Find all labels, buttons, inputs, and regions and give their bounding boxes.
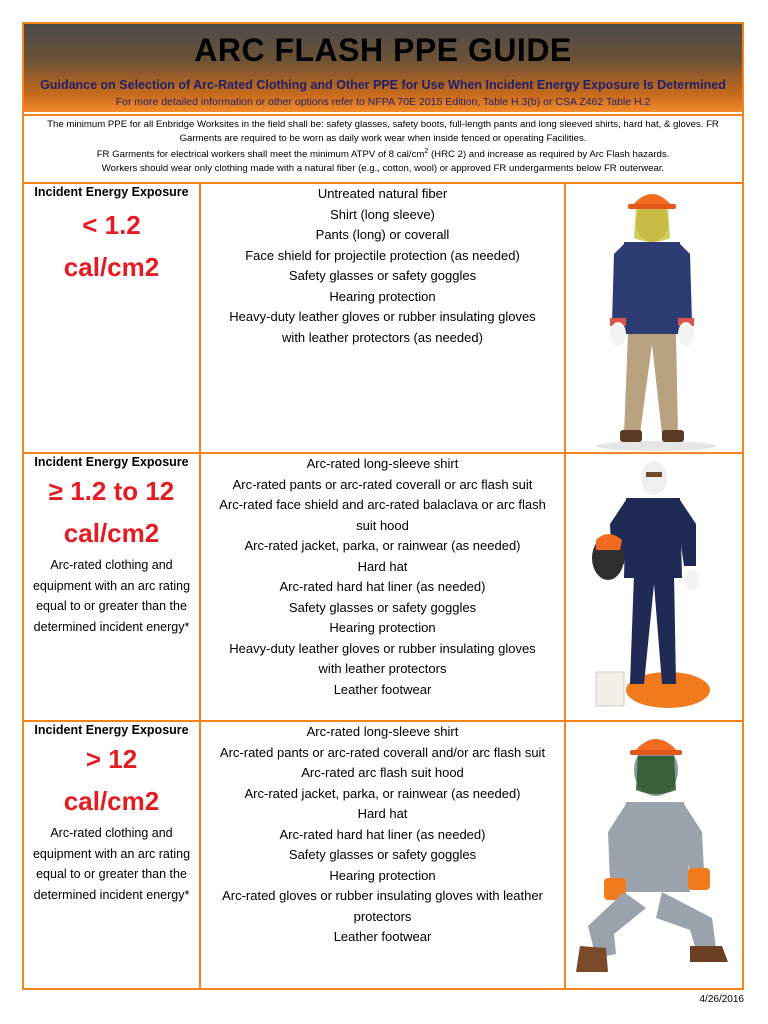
energy-value: ≥ 1.2 to 12: [48, 476, 175, 506]
ppe-item: Arc-rated jacket, parka, or rainwear (as needed): [244, 538, 521, 553]
ppe-item: Heavy-duty leather gloves or rubber insulating gloves: [229, 640, 536, 656]
intro-line-1: The minimum PPE for all Enbridge Worksites in the field shall be: safety glasses, safety boots, full-length pants and long sleeved shirts, hard hat, & gloves. FR Garments are required to be worn as daily work wear when inside fenced or operating Facilities.: [47, 119, 719, 144]
ppe-item: Face shield for projectile protection (as needed): [245, 247, 520, 263]
ppe-item: Arc-rated hard hat liner (as needed): [279, 579, 486, 594]
energy-unit: cal/cm2: [63, 518, 160, 548]
reference-note: For more detailed information or other options refer to NFPA 70E 2015 Edition, Table H.3(b) or CSA Z462 Table H.2: [115, 96, 651, 108]
worker-illustration: [566, 722, 742, 990]
ppe-row-3: [24, 720, 742, 990]
ppe-item: Arc-rated face shield and arc-rated balaclava or arc flash: [219, 497, 546, 512]
ppe-item: Arc-rated arc flash suit hood: [301, 765, 464, 780]
ppe-guide-frame: [22, 22, 744, 990]
energy-description: Arc-rated clothing and equipment with an arc rating equal to or greater than the determined incident energy*: [32, 558, 191, 634]
ppe-item: Arc-rated pants or arc-rated coverall and/or arc flash suit: [219, 744, 546, 760]
ppe-item: Pants (long) or coverall: [315, 227, 450, 242]
energy-value: > 12: [85, 744, 138, 774]
ppe-list: [201, 722, 566, 990]
ppe-item: with leather protectors (as needed): [282, 329, 483, 345]
energy-label: Incident Energy Exposure: [34, 185, 189, 199]
intro-line-2-sup: 2: [424, 148, 429, 155]
energy-label: Incident Energy Exposure: [34, 723, 189, 737]
energy-unit: cal/cm2: [63, 786, 160, 816]
intro-line-2b: (HRC 2) and increase as required by Arc Flash hazards.: [428, 149, 670, 161]
ppe-item: with leather protectors: [318, 661, 447, 676]
intro-text: [24, 114, 742, 182]
ppe-list: [201, 184, 566, 452]
header-banner: [24, 24, 742, 112]
energy-unit: cal/cm2: [63, 252, 160, 282]
intro-line-2a: FR Garments for electrical workers shall meet the minimum ATPV of 8 cal/cm: [96, 149, 425, 161]
intro-line-3: Workers should wear only clothing made with a natural fiber (e.g., cotton, wool) or approved FR undergarments below FR outerwear.: [101, 162, 665, 174]
worker-photo-3: [566, 722, 742, 990]
ppe-item: Heavy-duty leather gloves or rubber insulating gloves: [229, 309, 536, 324]
ppe-item: Safety glasses or safety goggles: [288, 599, 477, 615]
ppe-item: Arc-rated long-sleeve shirt: [306, 724, 459, 739]
ppe-item: Hearing protection: [329, 620, 436, 635]
ppe-item: Arc-rated long-sleeve shirt: [306, 456, 459, 471]
energy-value: < 1.2: [82, 210, 141, 240]
ppe-row-1: [24, 182, 742, 452]
ppe-item: protectors: [353, 908, 412, 924]
footer-date: 4/26/2016: [699, 994, 744, 1005]
ppe-item: Arc-rated pants or arc-rated coverall or arc flash suit: [232, 476, 533, 492]
ppe-item: Safety glasses or safety goggles: [288, 268, 477, 283]
ppe-item: Safety glasses or safety goggles: [288, 847, 477, 862]
ppe-item: Hard hat: [357, 806, 408, 821]
ppe-item: Arc-rated gloves or rubber insulating gloves with leather: [222, 888, 543, 903]
worker-illustration: [566, 454, 742, 720]
worker-photo-1: [566, 184, 742, 452]
ppe-item: Hard hat: [357, 558, 408, 574]
energy-cell: [24, 184, 201, 452]
ppe-item: Shirt (long sleeve): [330, 206, 435, 222]
ppe-item: suit hood: [356, 517, 409, 533]
energy-label: Incident Energy Exposure: [34, 455, 189, 469]
page-title: ARC FLASH PPE GUIDE: [194, 32, 572, 68]
ppe-item: Leather footwear: [333, 929, 432, 944]
ppe-item: Arc-rated jacket, parka, or rainwear (as needed): [244, 785, 521, 801]
ppe-item: Hearing protection: [329, 288, 436, 304]
ppe-item: Hearing protection: [329, 867, 436, 883]
page-subtitle: Guidance on Selection of Arc-Rated Clothing and Other PPE for Use When Incident Energy Exposure Is Determined: [40, 78, 726, 92]
ppe-item: Untreated natural fiber: [317, 186, 448, 201]
energy-cell: [24, 722, 201, 990]
worker-photo-2: [566, 454, 742, 720]
ppe-row-2: [24, 452, 742, 720]
ppe-item: Arc-rated hard hat liner (as needed): [279, 826, 486, 842]
energy-description: Arc-rated clothing and equipment with an arc rating equal to or greater than the determined incident energy*: [32, 826, 191, 902]
energy-cell: [24, 454, 201, 720]
ppe-item: Leather footwear: [333, 681, 432, 697]
worker-illustration: [566, 184, 742, 452]
ppe-list: [201, 454, 566, 720]
